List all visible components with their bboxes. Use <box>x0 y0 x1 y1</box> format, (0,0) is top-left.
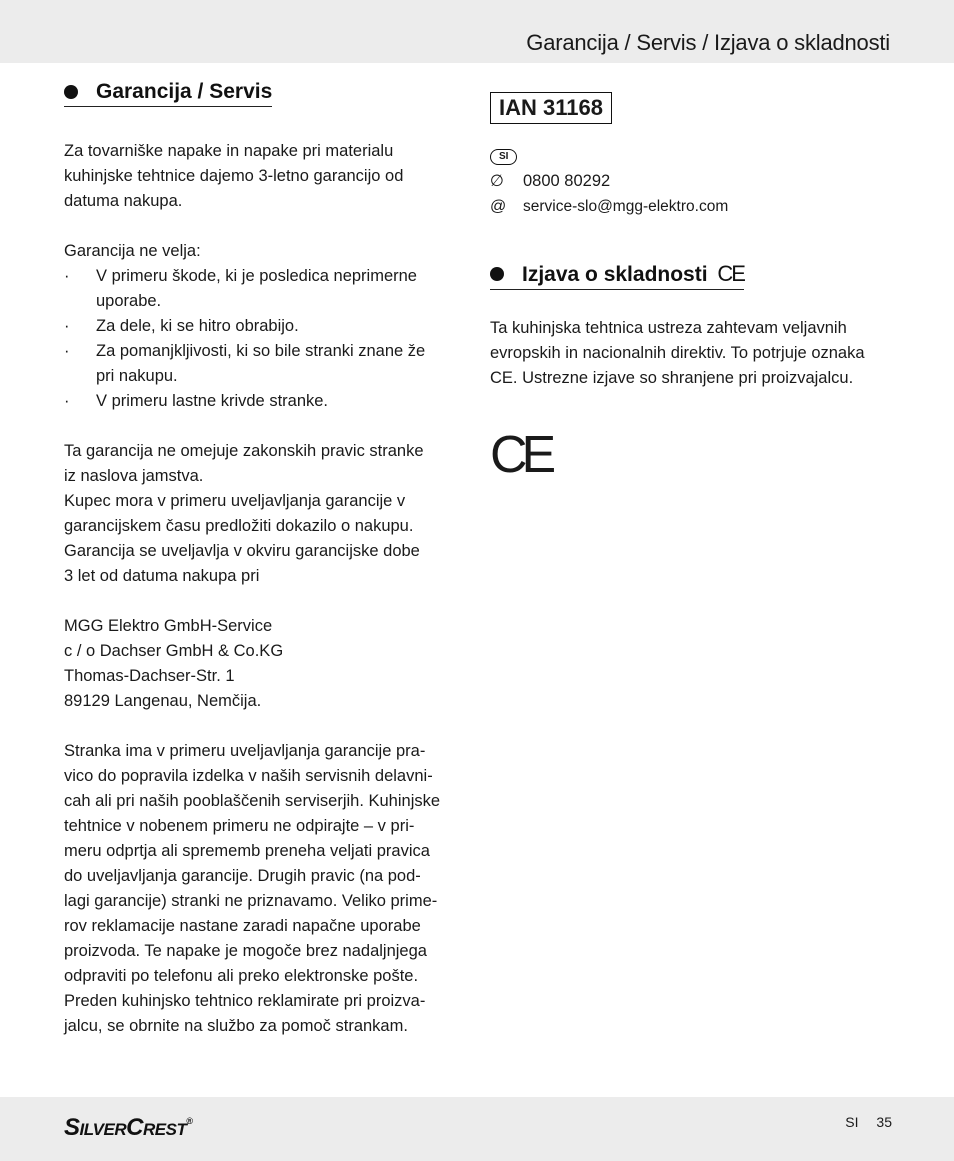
text-line: proizvoda. Te napake je mogoče brez nadaljnjega <box>64 942 427 960</box>
bullet-dot-icon <box>490 267 504 281</box>
text-line: jalcu, se obrnite na službo za pomoč strankam. <box>64 1017 408 1035</box>
text-line: Ta kuhinjska tehtnica ustreza zahtevam veljavnih <box>490 319 847 337</box>
address-line: c / o Dachser GmbH & Co.KG <box>64 642 284 660</box>
left-column <box>64 80 464 1039</box>
list-item <box>64 264 464 314</box>
text-line: Stranka ima v primeru uveljavljanja garancije pra- <box>64 742 426 760</box>
text-line: Preden kuhinjsko tehtnico reklamirate pri proizva- <box>64 992 426 1010</box>
text-line: pri nakupu. <box>96 367 178 385</box>
list-item <box>64 389 464 414</box>
email-link[interactable]: service-slo@mgg-elektro.com <box>523 198 729 215</box>
text-line: Kupec mora v primeru uveljavljanja garancije v <box>64 492 406 510</box>
warranty-intro <box>64 139 464 214</box>
text-line: rov reklamacije nastane zaradi napačne uporabe <box>64 917 421 935</box>
phone-number[interactable]: 0800 80292 <box>523 172 611 190</box>
page-info <box>845 1114 892 1130</box>
section-heading-warranty <box>64 80 272 107</box>
language-code: SI <box>845 1114 859 1130</box>
address-line: Thomas-Dachser-Str. 1 <box>64 667 235 685</box>
list-item <box>64 339 464 389</box>
text-line: CE. Ustrezne izjave so shranjene pri proizvajalcu. <box>490 369 854 387</box>
text-line: uporabe. <box>96 292 162 310</box>
text-line: · V primeru lastne krivde stranke. <box>96 392 329 410</box>
text-line: Garancija se uveljavlja v okviru garancijske dobe <box>64 542 420 560</box>
text-line: lagi garancije) stranki ne priznavamo. Veliko prime- <box>64 892 438 910</box>
list-item <box>64 314 464 339</box>
text-line: 3 let od datuma nakupa pri <box>64 567 260 585</box>
service-address <box>64 614 464 714</box>
text-line: · Za dele, ki se hitro obrabijo. <box>96 317 299 335</box>
exclusions-block <box>64 239 464 414</box>
phone-icon: ∅ <box>490 173 504 190</box>
address-line: 89129 Langenau, Nemčija. <box>64 692 262 710</box>
text-line: odpraviti po telefonu ali preko elektronske pošte. <box>64 967 419 985</box>
silvercrest-logo: SILVERCREST® <box>64 1114 193 1141</box>
ian-number: IAN 31168 <box>490 92 612 124</box>
ce-mark-icon: CE <box>717 261 744 286</box>
text-line: meru odprtja ali sprememb preneha veljati pravica <box>64 842 430 860</box>
warranty-heading: Garancija / Servis <box>96 80 273 103</box>
text-line: Za tovarniške napake in napake pri materialu <box>64 142 394 160</box>
page-title: Garancija / Servis / Izjava o skladnosti <box>526 30 890 55</box>
ce-mark-large-icon: CE <box>490 426 551 484</box>
text-line: do uveljavljanja garancije. Drugih pravic (na pod- <box>64 867 421 885</box>
text-line: iz naslova jamstva. <box>64 467 204 485</box>
text-line: datuma nakupa. <box>64 192 183 210</box>
page-number: 35 <box>876 1114 892 1130</box>
rights-block <box>64 439 464 589</box>
email-icon: @ <box>490 198 507 215</box>
text-line: evropskih in nacionalnih direktiv. To potrjuje oznaka <box>490 344 865 362</box>
email-row <box>490 194 890 219</box>
exclusions-list <box>64 264 464 414</box>
text-line: cah ali pri naših pooblaščenih serviserjih. Kuhinjske <box>64 792 441 810</box>
phone-row <box>490 169 890 194</box>
text-line: vico do popravila izdelka v naših servisnih delavni- <box>64 767 433 785</box>
country-row <box>490 146 890 165</box>
text-line: Ta garancija ne omejuje zakonskih pravic stranke <box>64 442 424 460</box>
conformity-text <box>490 316 890 391</box>
text-line: kuhinjske tehtnice dajemo 3-letno garancijo od <box>64 167 404 185</box>
text-line: · Za pomanjkljivosti, ki so bile stranki znane že <box>96 342 426 360</box>
text-line: garancijskem času predložiti dokazilo o nakupu. <box>64 517 414 535</box>
bullet-dot-icon <box>64 85 78 99</box>
conformity-heading: Izjava o skladnosti <box>522 263 708 286</box>
address-line: MGG Elektro GmbH-Service <box>64 617 273 635</box>
country-badge: SI <box>490 149 517 165</box>
right-column <box>490 80 890 484</box>
exclusions-title: Garancija ne velja: <box>64 242 201 260</box>
section-heading-conformity <box>490 261 744 290</box>
claim-block <box>64 739 464 1039</box>
text-line: tehtnice v nobenem primeru ne odpirajte – v pri- <box>64 817 415 835</box>
text-line: · V primeru škode, ki je posledica neprimerne <box>96 267 417 285</box>
